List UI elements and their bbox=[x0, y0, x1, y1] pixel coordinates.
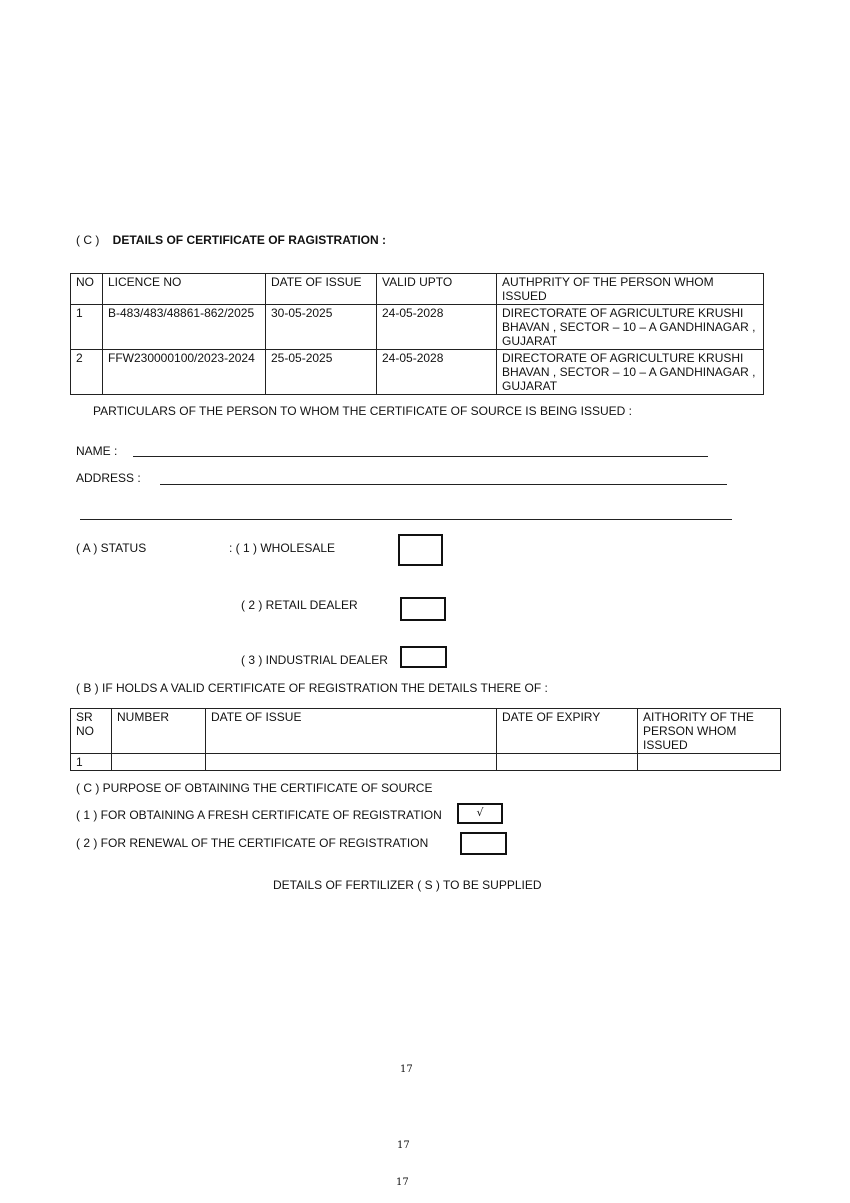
table-row bbox=[71, 350, 764, 395]
status-label: ( A ) STATUS bbox=[76, 541, 147, 555]
table-cell: 24-05-2028 bbox=[377, 350, 497, 395]
industrial-dealer-checkbox[interactable] bbox=[400, 646, 447, 668]
purpose-heading: ( C ) PURPOSE OF OBTAINING THE CERTIFICATE OF SOURCE bbox=[76, 781, 433, 795]
table-cell[interactable] bbox=[112, 754, 206, 771]
header-cell: VALID UPTO bbox=[377, 274, 497, 305]
table-cell: 30-05-2025 bbox=[266, 305, 377, 350]
registration-table bbox=[70, 273, 764, 395]
fresh-registration-checkbox[interactable] bbox=[457, 803, 503, 824]
table-cell[interactable] bbox=[206, 754, 497, 771]
table-cell: 1 bbox=[71, 305, 103, 350]
holds-heading: ( B ) IF HOLDS A VALID CERTIFICATE OF REGISTRATION THE DETAILS THERE OF : bbox=[76, 681, 548, 695]
table-cell: DIRECTORATE OF AGRICULTURE KRUSHI BHAVAN , SECTOR – 10 – A GANDHINAGAR , GUJARAT bbox=[497, 305, 764, 350]
purpose-option-renewal: ( 2 ) FOR RENEWAL OF THE CERTIFICATE OF REGISTRATION bbox=[76, 836, 429, 850]
header-cell: DATE OF ISSUE bbox=[266, 274, 377, 305]
page-number: 17 bbox=[397, 1140, 410, 1151]
section-c-heading bbox=[76, 233, 386, 247]
status-option-retail: ( 2 ) RETAIL DEALER bbox=[241, 598, 358, 612]
table-cell[interactable]: 1 bbox=[71, 754, 112, 771]
address-label: ADDRESS : bbox=[76, 471, 141, 485]
holds-table bbox=[70, 708, 781, 771]
table-cell[interactable] bbox=[638, 754, 781, 771]
status-option-wholesale: : ( 1 ) WHOLESALE bbox=[229, 541, 336, 555]
page-number: 17 bbox=[396, 1177, 409, 1188]
table-cell: B-483/483/48861-862/2025 bbox=[103, 305, 266, 350]
check-mark-icon: √ bbox=[476, 806, 484, 819]
header-cell: NUMBER bbox=[112, 709, 206, 754]
table-cell: FFW230000100/2023-2024 bbox=[103, 350, 266, 395]
purpose-option-fresh: ( 1 ) FOR OBTAINING A FRESH CERTIFICATE OF REGISTRATION bbox=[76, 808, 442, 822]
table-cell: 24-05-2028 bbox=[377, 305, 497, 350]
status-option-industrial: ( 3 ) INDUSTRIAL DEALER bbox=[241, 653, 388, 667]
table-row bbox=[71, 754, 781, 771]
table-cell: 2 bbox=[71, 350, 103, 395]
header-cell: DATE OF ISSUE bbox=[206, 709, 497, 754]
header-cell: AUTHPRITY OF THE PERSON WHOM ISSUED bbox=[497, 274, 764, 305]
section-c-prefix: ( C ) bbox=[76, 233, 100, 247]
header-cell: AITHORITY OF THE PERSON WHOM ISSUED bbox=[638, 709, 781, 754]
table-header-row bbox=[71, 274, 764, 305]
table-header-row bbox=[71, 709, 781, 754]
table-cell: 25-05-2025 bbox=[266, 350, 377, 395]
section-c-title: DETAILS OF CERTIFICATE OF RAGISTRATION : bbox=[112, 233, 386, 247]
wholesale-checkbox[interactable] bbox=[398, 534, 443, 566]
address-field-line-2[interactable] bbox=[80, 519, 732, 520]
fertilizer-heading: DETAILS OF FERTILIZER ( S ) TO BE SUPPLIED bbox=[273, 878, 542, 892]
retail-dealer-checkbox[interactable] bbox=[400, 597, 446, 621]
header-cell: LICENCE NO bbox=[103, 274, 266, 305]
name-label: NAME : bbox=[76, 444, 118, 458]
particulars-heading: PARTICULARS OF THE PERSON TO WHOM THE CERTIFICATE OF SOURCE IS BEING ISSUED : bbox=[93, 404, 632, 418]
renewal-checkbox[interactable] bbox=[460, 832, 507, 855]
header-cell: SR NO bbox=[71, 709, 112, 754]
table-row bbox=[71, 305, 764, 350]
table-cell[interactable] bbox=[497, 754, 638, 771]
header-cell: DATE OF EXPIRY bbox=[497, 709, 638, 754]
page-number: 17 bbox=[400, 1064, 413, 1075]
name-field-line[interactable] bbox=[133, 456, 708, 457]
table-cell: DIRECTORATE OF AGRICULTURE KRUSHI BHAVAN , SECTOR – 10 – A GANDHINAGAR , GUJARAT bbox=[497, 350, 764, 395]
address-field-line[interactable] bbox=[160, 484, 727, 485]
header-cell: NO bbox=[71, 274, 103, 305]
